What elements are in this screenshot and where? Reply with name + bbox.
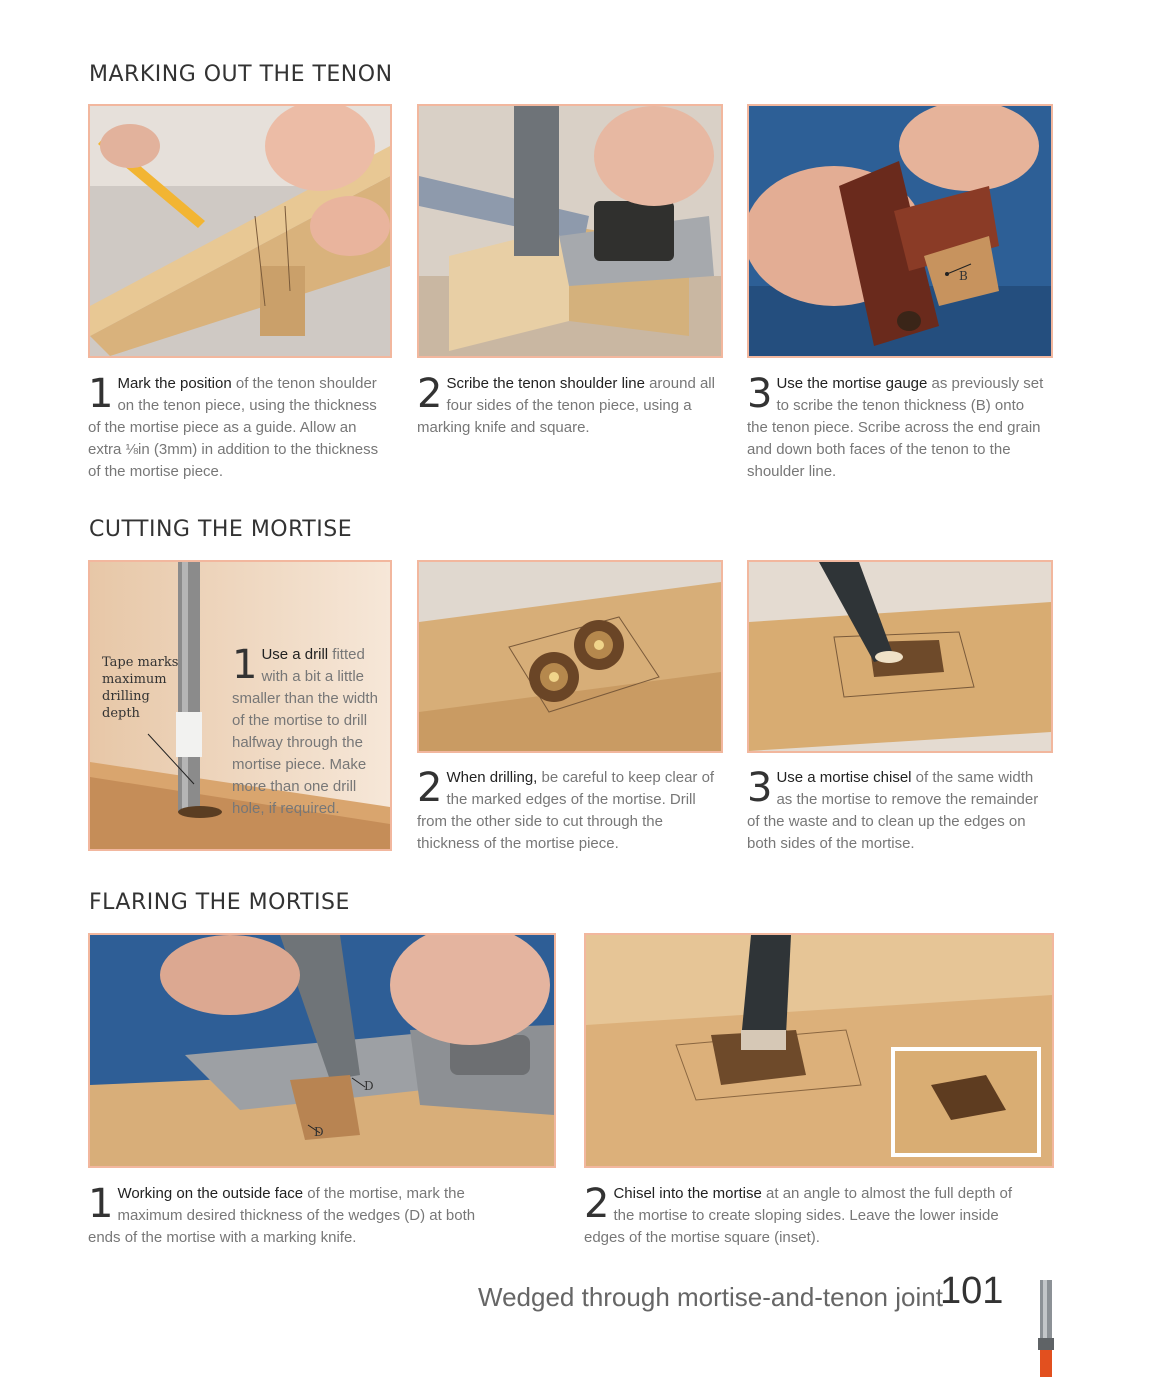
step-text: at an angle to almost the full depth of the mortise to create sloping sides. Leave the lower inside edges of the mortise square (inset). (584, 1185, 1013, 1246)
tape-marks-label: Tape marks maximum drilling depth (102, 655, 179, 721)
photo-mark-wedges (88, 933, 556, 1168)
caption-marking-step-3 (747, 373, 1049, 483)
caption-marking-step-2 (417, 373, 719, 439)
step-number: 1 (88, 1181, 114, 1227)
page-number: 101 (940, 1270, 1004, 1312)
step-lead: Use the mortise gauge (776, 375, 928, 392)
photo-label-d-lower: D (314, 1125, 324, 1139)
step-lead: Use a mortise chisel (776, 769, 912, 786)
step-text: around all four sides of the tenon piece, using a marking knife and square. (417, 375, 715, 436)
step-lead: When drilling, (446, 769, 538, 786)
step-number: 2 (417, 765, 443, 811)
caption-cutting-step-3 (747, 767, 1049, 855)
section-title-flaring: FLARING THE MORTISE (89, 890, 350, 915)
photo-chisel-into-mortise (584, 933, 1054, 1168)
photo-mortise-chisel (747, 560, 1053, 753)
step-number: 1 (88, 371, 114, 417)
step-lead: Working on the outside face (117, 1185, 304, 1202)
step-text: fitted with a bit a little smaller than the width of the mortise to drill halfway through the mortise piece. Make more than one drill hole, if required. (232, 646, 378, 817)
step-lead: Scribe the tenon shoulder line (446, 375, 645, 392)
step-number: 3 (747, 371, 773, 417)
chisel-tab-icon (1036, 1280, 1056, 1377)
caption-cutting-step-2 (417, 767, 719, 855)
photo-mortise-chisel-image (749, 562, 1051, 751)
photo-drilled-holes-image (419, 562, 721, 751)
step-lead: Mark the position (117, 375, 232, 392)
photo-label-b: B (959, 269, 968, 283)
section-title-marking: MARKING OUT THE TENON (89, 62, 393, 87)
step-lead: Chisel into the mortise (613, 1185, 762, 1202)
step-text: be careful to keep clear of the marked edges of the mortise. Drill from the other side to cut through the thickness of the mortise piece. (417, 769, 715, 852)
caption-flaring-step-2 (584, 1183, 1024, 1249)
step-text: of the mortise, mark the maximum desired thickness of the wedges (D) at both ends of the mortise with a marking knife. (88, 1185, 476, 1246)
footer-title: Wedged through mortise-and-tenon joint (478, 1282, 943, 1312)
caption-marking-step-1 (88, 373, 390, 483)
section-title-cutting: CUTTING THE MORTISE (89, 517, 353, 542)
step-number: 2 (584, 1181, 610, 1227)
photo-label-d-upper: D (364, 1079, 374, 1093)
photo-use-drill (88, 560, 392, 851)
photo-scribe-shoulder-image (419, 106, 721, 356)
photo-mortise-gauge-image (749, 106, 1051, 356)
step-text: of the tenon shoulder on the tenon piece, using the thickness of the mortise piece as a guide. Allow an extra ⅛in (3mm) in addition to the thickness of the mortise piece. (88, 375, 379, 480)
step-number: 1 (232, 642, 258, 688)
caption-cutting-step-1 (232, 644, 382, 820)
photo-scribe-shoulder (417, 104, 723, 358)
step-text: as previously set to scribe the tenon thickness (B) onto the tenon piece. Scribe across the end grain and down both faces of the tenon to the shoulder line. (747, 375, 1044, 480)
step-number: 3 (747, 765, 773, 811)
caption-flaring-step-1 (88, 1183, 488, 1249)
step-text: of the same width as the mortise to remove the remainder of the waste and to clean up the edges on both sides of the mortise. (747, 769, 1039, 852)
photo-chisel-into-mortise-image (586, 935, 1052, 1166)
photo-mortise-gauge (747, 104, 1053, 358)
step-lead: Use a drill (261, 646, 329, 663)
photo-drilled-holes (417, 560, 723, 753)
photo-mark-position (88, 104, 392, 358)
photo-mark-position-image (90, 106, 390, 356)
step-number: 2 (417, 371, 443, 417)
